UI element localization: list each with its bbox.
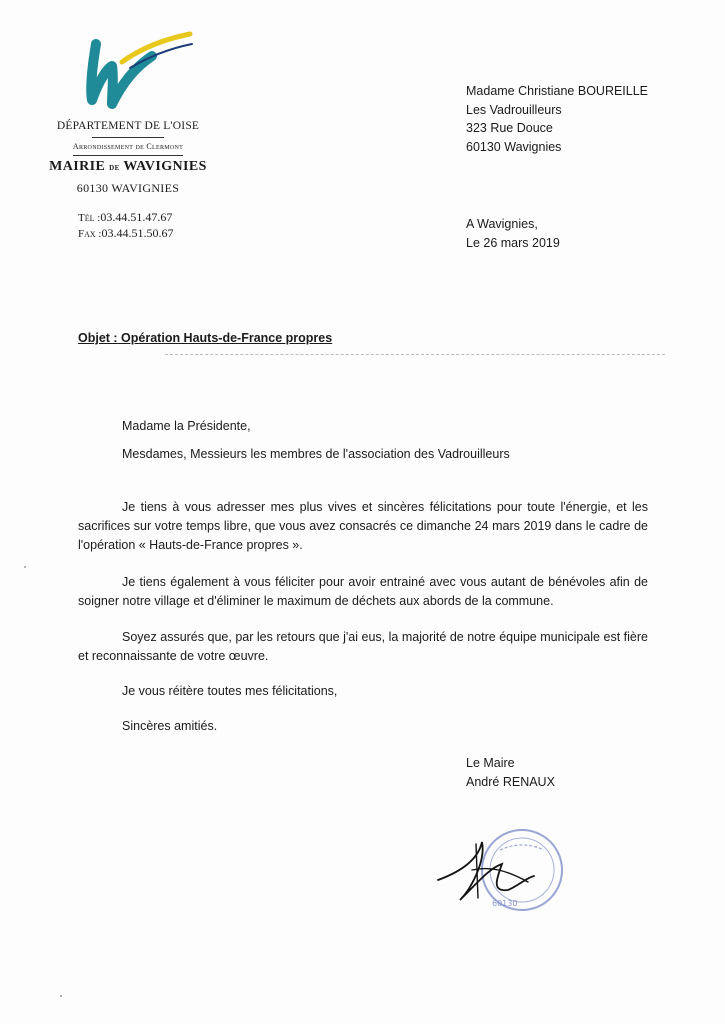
recipient-line: Les Vadrouilleurs [466,102,562,117]
mairie-de: de [109,162,120,173]
contact-info [78,210,173,242]
official-stamp-and-signature [430,820,570,920]
recipient-address [466,82,648,156]
phone-label: Tél : [78,212,101,224]
recipient-name: Madame Christiane BOUREILLE [466,84,649,98]
stamp-text: 60130 [492,899,518,908]
closing-line: Je vous réitère toutes mes félicitations, [122,684,338,698]
phone-line [78,210,173,226]
fax-label: Fax : [78,228,102,240]
wavignies-logo [82,28,202,110]
place: A Wavignies, [466,217,538,231]
arrondissement: Arrondissement de Clermont [72,142,184,151]
paragraph: Je tiens à vous adresser mes plus vives et sincères félicitations pour toute l'énergie, et les sacrifices sur votre temps libre, que vous avez consacrés ce dimanche 24 mars 2019 dans le cadre de l'opération « Hauts-de-France propres ». [78,500,648,552]
place-date [466,215,560,252]
signatory-name: André RENAUX [466,774,555,789]
signature-block [466,754,555,792]
scan-speck [24,566,26,568]
divider [92,137,164,138]
fax-number: 03.44.51.50.67 [101,226,174,240]
letter-subject: Objet : Opération Hauts-de-France propres [78,331,333,345]
phone-number: 03.44.51.47.67 [100,210,173,224]
divider [73,155,183,156]
paragraph: Je tiens également à vous féliciter pour avoir entrainé avec vous autant de bénévoles afin de soigner notre village et d'éliminer le maximum de déchets aux abords de la commune. [78,575,648,608]
scan-speck [60,995,62,997]
paragraph: Soyez assurés que, par les retours que j'ai eus, la majorité de notre équipe municipale est fière et reconnaissante de votre œuvre. [78,630,648,663]
stamp-seal [482,830,562,910]
mairie-town: WAVIGNIES [123,159,207,174]
scan-artifact-line [165,354,665,355]
mairie-word: MAIRIE [49,159,106,174]
signatory-title: Le Maire [466,756,515,770]
recipient-line: 60130 Wavignies [466,139,562,154]
closing-line: Sincères amitiés. [122,719,218,733]
letterhead [48,118,208,196]
recipient-line: 323 Rue Douce [466,121,553,136]
mairie-title [48,159,208,175]
salutation: Mesdames, Messieurs les membres de l'association des Vadrouilleurs [122,447,510,461]
mairie-postal: 60130 WAVIGNIES [76,181,180,195]
fax-line [78,226,173,242]
date: Le 26 mars 2019 [466,235,560,250]
department-name: DÉPARTEMENT DE L'OISE [56,120,200,132]
salutation: Madame la Présidente, [122,419,251,433]
